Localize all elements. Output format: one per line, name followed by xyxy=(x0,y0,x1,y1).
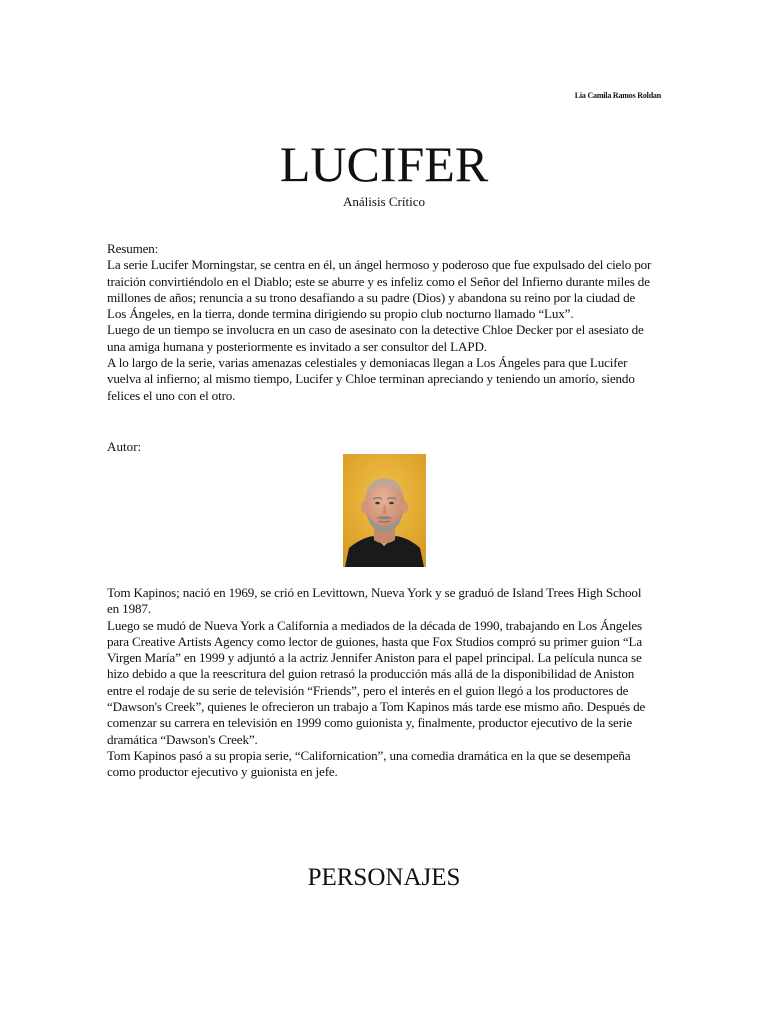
resumen-paragraph: Luego de un tiempo se involucra en un caso de asesinato con la detective Chloe Decker por el asesiato de una amiga humana y posteriormente es invitado a ser consultor del LAPD. xyxy=(107,322,644,354)
resumen-section xyxy=(107,241,655,404)
resumen-paragraph: La serie Lucifer Morningstar, se centra en él, un ángel hermoso y poderoso que fue expulsado del cielo por traición convirtiéndolo en el Diablo; este se aburre y es infeliz como el Señor del Infierno durante miles de millones de años; renuncia a su trono desafiando a su padre (Dios) y abandona su reino por la ciudad de Los Ángeles, en la tierra, donde termina dirigiendo su propio club nocturno llamado “Lux”. xyxy=(107,257,652,322)
bio-paragraph: Luego se mudó de Nueva York a California a mediados de la década de 1990, trabajando en Los Ángeles para Creative Artists Agency como lector de guiones, hasta que Fox Studios compró su primer guion “La Virgen María” en 1999 y adjuntó a la actriz Jennifer Aniston para el papel principal. La película nunca se hizo debido a que la reescritura del guion retrasó la producción más allá de la disponibilidad de Aniston entre el rodaje de su serie de televisión “Friends”, pero el interés en el guion llegó a los productores de “Dawson's Creek”, quienes le ofrecieron un trabajo a Tom Kapinos más tarde ese mismo año. Después de comenzar su carrera en televisión en 1999 como guionista y, finalmente, productor ejecutivo de la serie dramática “Dawson's Creek”. xyxy=(107,617,646,747)
personajes-heading: PERSONAJES xyxy=(307,864,461,891)
author-portrait-photo xyxy=(343,454,426,567)
resumen-label: Resumen: xyxy=(107,241,159,256)
document-title: LUCIFER xyxy=(279,136,489,192)
autor-bio-section xyxy=(107,585,655,781)
bio-paragraph: Tom Kapinos pasó a su propia serie, “Californication”, una comedia dramática en la que se desempeña como productor ejecutivo y guionista en jefe. xyxy=(107,747,631,780)
document-subtitle: Análisis Crítico xyxy=(343,194,425,209)
document-author-name: Lia Camila Ramos Roldan xyxy=(574,91,661,100)
autor-label: Autor: xyxy=(107,439,142,454)
resumen-paragraph: A lo largo de la serie, varias amenazas celestiales y demoniacas llegan a Los Ángeles para que Lucifer vuelva al infierno; al mismo tiempo, Lucifer y Chloe terminan apreciando y teniendo un amorío, siendo felices el uno con el otro. xyxy=(107,355,635,403)
bio-paragraph: Tom Kapinos; nació en 1969, se crió en Levittown, Nueva York y se graduó de Island Trees High School en 1987. xyxy=(107,585,642,617)
